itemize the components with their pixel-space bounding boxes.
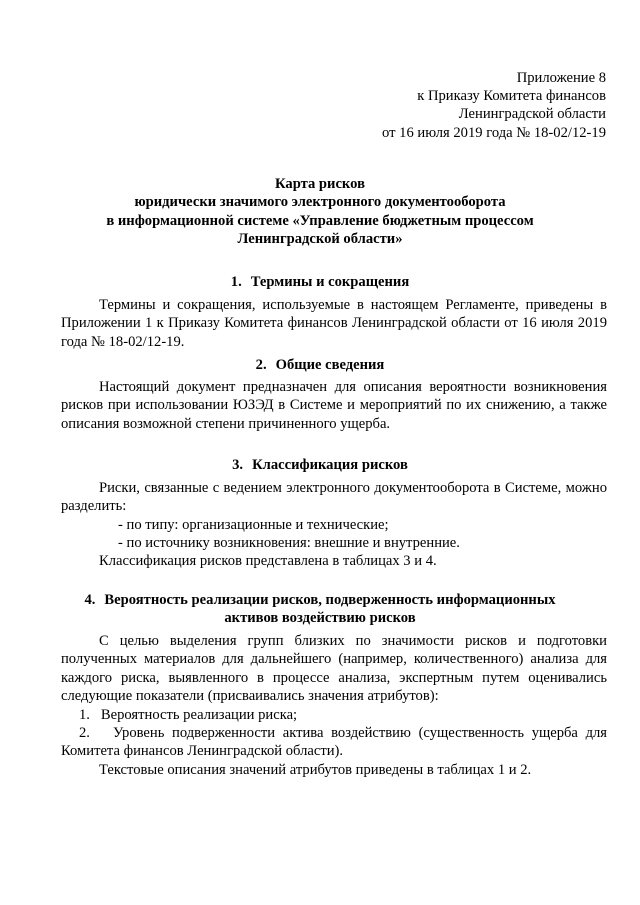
section-4-text-2: Текстовые описания значений атрибутов приведены в таблицах 1 и 2. bbox=[99, 762, 532, 778]
document-title bbox=[60, 175, 580, 249]
title-line-3: в информационной системе «Управление бюджетным процессом bbox=[106, 212, 534, 229]
section-4-title-line-1: Вероятность реализации рисков, подверженность информационных bbox=[104, 592, 556, 608]
section-3-list-item-1: - по типу: организационные и технические; bbox=[118, 517, 389, 533]
section-1-title: Термины и сокращения bbox=[250, 274, 410, 290]
title-line-2: юридически значимого электронного документооборота bbox=[134, 194, 506, 211]
section-3-list-item-2: - по источнику возникновения: внешние и внутренние. bbox=[118, 535, 460, 551]
section-1-text: Термины и сокращения, используемые в настоящем Регламенте, приведены в Приложении 1 к Приказу Комитета финансов Ленинградской области от 16 июля 2019 года № 18-02/12-19. bbox=[61, 297, 607, 350]
section-2-number: 2. bbox=[255, 357, 267, 373]
header-line-4: от 16 июля 2019 года № 18-02/12-19 bbox=[382, 124, 606, 141]
list-item-1-text: Вероятность реализации риска; bbox=[100, 707, 298, 723]
list-item-2-number: 2. bbox=[79, 725, 90, 741]
section-4-heading-line-1 bbox=[60, 591, 580, 609]
section-1-number: 1. bbox=[230, 274, 242, 290]
appendix-header bbox=[382, 69, 606, 142]
section-3-text-2: Классификация рисков представлена в таблицах 3 и 4. bbox=[99, 553, 437, 569]
section-2-title: Общие сведения bbox=[275, 357, 385, 373]
list-item-2-text: Уровень подверженности актива воздействию (существенность ущерба для Комитета финансов Ленинградской области). bbox=[61, 725, 607, 760]
section-3-number: 3. bbox=[232, 457, 244, 473]
list-item-1-number: 1. bbox=[79, 707, 90, 723]
section-3-text: Риски, связанные с ведением электронного документооборота в Системе, можно разделить: bbox=[61, 480, 607, 515]
header-line-3: Ленинградской области bbox=[458, 106, 606, 123]
title-line-1: Карта рисков bbox=[275, 176, 365, 192]
section-3-title: Классификация рисков bbox=[252, 457, 408, 473]
section-4-heading bbox=[60, 591, 580, 627]
title-line-4: Ленинградской области» bbox=[237, 231, 403, 248]
section-4-list-item-2 bbox=[61, 724, 607, 761]
header-line-1: Приложение 8 bbox=[516, 70, 606, 86]
section-4-number: 4. bbox=[84, 592, 96, 608]
section-4-list-item-1 bbox=[79, 706, 297, 724]
section-1-heading bbox=[60, 273, 580, 291]
section-4-title-line-2: активов воздействию рисков bbox=[224, 610, 416, 627]
section-2-heading bbox=[60, 356, 580, 374]
header-line-2: к Приказу Комитета финансов bbox=[417, 88, 606, 105]
section-4-text: С целью выделения групп близких по значимости рисков и подготовки полученных материалов для дальнейшего (например, количественного) анализа для каждого риска, выявленного в процессе анализа, экспертным путем оценивались следующие показатели (присваивались значения атрибутов): bbox=[61, 633, 607, 705]
section-3-heading bbox=[60, 456, 580, 474]
section-2-text: Настоящий документ предназначен для описания вероятности возникновения рисков при использовании ЮЗЭД в Системе и мероприятий по их снижению, а также описания возможной степени причиненного ущерба. bbox=[61, 379, 607, 432]
